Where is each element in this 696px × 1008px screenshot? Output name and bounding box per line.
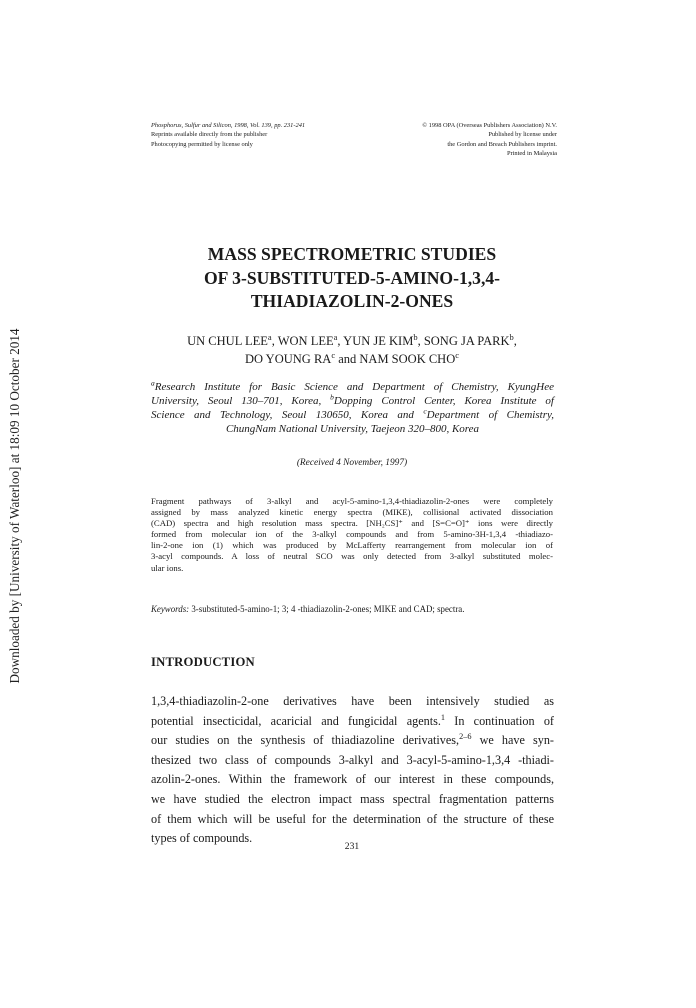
author-name: DO YOUNG RA — [244, 351, 332, 366]
affiliation-text: Department of Chemistry, — [426, 409, 554, 421]
paragraph-text: potential insecticidal, acaricial and fungicidal agents. — [151, 713, 441, 728]
section-heading: INTRODUCTION — [151, 655, 255, 669]
paragraph-line: 1,3,4-thiadiazolin-2-one derivatives have been intensively studied as — [151, 694, 554, 708]
paragraph-text: we have syn- — [471, 733, 554, 748]
copyright-notice — [402, 121, 557, 158]
paragraph-line: thesized two class of compounds 3-alkyl and 3-acyl-5-amino-1,3,4 -thiadi- — [151, 752, 554, 767]
affiliation-mark: c — [423, 406, 427, 416]
affiliation-mark: b — [509, 331, 514, 342]
affiliation-text: University, Seoul 130–701, Korea, — [151, 395, 331, 407]
download-stamp-text: Downloaded by [University of Waterloo] at 18:09 10 October 2014 — [7, 328, 22, 684]
reference-mark: 1 — [440, 712, 446, 722]
title-line: MASS SPECTROMETRIC STUDIES — [207, 244, 497, 264]
copyright-line: © 1998 OPA (Overseas Publishers Association) N.V. — [422, 122, 557, 129]
paragraph-line: types of compounds. — [151, 831, 253, 846]
paragraph-line: of them which will be useful for the determination of the structure of these — [151, 811, 554, 826]
author-list — [150, 333, 554, 369]
paper-title — [150, 243, 554, 314]
author-line — [150, 351, 554, 369]
title-line: OF 3-SUBSTITUTED-5-AMINO-1,3,4- — [203, 267, 500, 288]
affiliation-mark: c — [455, 349, 460, 360]
abstract-line: assigned by mass analyzed kinetic energy spectra (MIKE), collisional activated dissociation — [151, 507, 553, 518]
affiliation-text: Dopping Control Center, Korea Institute of — [333, 395, 554, 407]
affiliation-line — [151, 394, 554, 408]
affiliation-line — [151, 380, 554, 394]
copyright-line: Printed in Malaysia — [506, 149, 557, 157]
keywords — [151, 604, 553, 614]
paragraph-line — [151, 731, 554, 751]
abstract-line: formed from molecular ion of the 3-alkyl compounds and from 5-amino-3H-1,3,4 -thiadiazo- — [151, 529, 553, 540]
affiliation-line: ChungNam National University, Taejeon 320–800, Korea — [225, 423, 480, 435]
citation-line: Photocopying permitted by license only — [151, 140, 253, 148]
copyright-line: the Gordon and Breach Publishers imprint. — [447, 140, 557, 148]
abstract-line: 3-acyl compounds. A loss of neutral SCO was only detected from 3-alkyl substituted molec- — [151, 551, 553, 562]
author-name: , YUN JE KIM — [337, 334, 414, 348]
paragraph-text: In continuation of — [445, 713, 554, 728]
author-separator: , — [513, 334, 517, 348]
affiliation-mark: a — [151, 378, 155, 388]
abstract — [151, 496, 553, 574]
citation-line: Reprints available directly from the publisher — [151, 131, 268, 139]
download-stamp — [0, 0, 30, 1008]
affiliation-mark: b — [330, 392, 334, 402]
paragraph-text: our studies on the synthesis of thiadiazoline derivatives, — [151, 733, 460, 748]
affiliation-text: Research Institute for Basic Science and Department of Chemistry, KyungHee — [154, 381, 554, 393]
keywords-label: Keywords: — [151, 604, 190, 614]
author-name: , WON LEE — [271, 334, 334, 348]
keywords-text: 3-substituted-5-amino-1; 3; 4 -thiadiazolin-2-ones; MIKE and CAD; spectra. — [189, 604, 465, 614]
affiliations — [151, 380, 554, 436]
copyright-line: Published by license under — [488, 131, 557, 139]
introduction-paragraph — [151, 692, 554, 849]
paragraph-line — [151, 712, 554, 732]
citation-line: Phosphorus, Sulfur and Silicon, 1998, Vol. 139, pp. 231-241 — [151, 122, 306, 129]
author-name: , SONG JA PARK — [417, 334, 510, 348]
affiliation-line — [151, 408, 554, 422]
affiliation-mark: b — [413, 331, 418, 342]
author-name: UN CHUL LEE — [187, 334, 268, 348]
journal-citation — [151, 121, 401, 149]
affiliation-mark: a — [333, 331, 338, 342]
affiliation-mark: c — [331, 349, 336, 360]
title-line: THIADIAZOLIN-2-ONES — [250, 291, 454, 312]
abstract-line: ular ions. — [151, 562, 184, 573]
affiliation-text: Science and Technology, Seoul 130650, Korea and — [151, 409, 424, 421]
paragraph-line: we have studied the electron impact mass spectral fragmentation patterns — [151, 791, 554, 806]
affiliation-mark: a — [267, 331, 272, 342]
reference-mark: 2–6 — [459, 732, 472, 742]
abstract-line: Fragment pathways of 3-alkyl and acyl-5-amino-1,3,4-thiadiazolin-2-ones were completely — [151, 496, 553, 506]
author-name: and NAM SOOK CHO — [335, 351, 456, 366]
abstract-line: lin-2-one ion (1) which was produced by McLafferty rearrangement from molecular ion of — [151, 540, 553, 551]
received-date: (Received 4 November, 1997) — [296, 458, 408, 468]
abstract-line: (CAD) spectra and high resolution mass spectra. [NH₂CS]⁺ and [S=C=O]⁺ ions were directly — [151, 518, 553, 529]
page-number: 231 — [344, 841, 360, 852]
paragraph-line: azolin-2-ones. Within the framework of our interest in these compounds, — [151, 772, 554, 787]
author-line — [150, 333, 554, 351]
